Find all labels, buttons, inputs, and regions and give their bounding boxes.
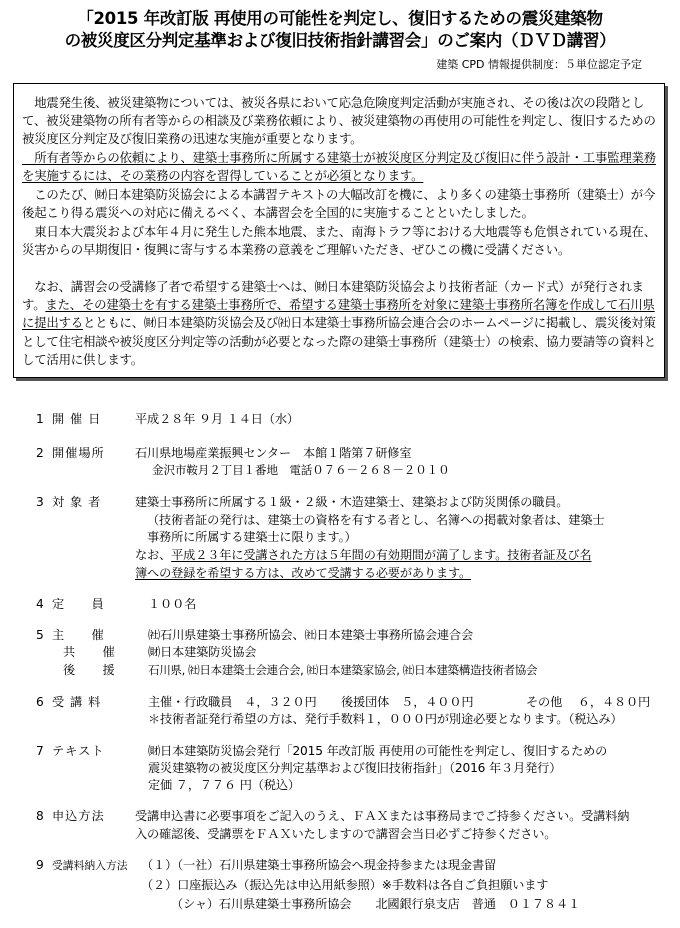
target-label: 対 象 者: [52, 495, 102, 509]
date-label: 開 催 日: [52, 412, 102, 426]
text-line-2: 震災建築物の被災度区分判定基準および復旧技術指針」（2016 年３月発行）: [148, 761, 562, 775]
item-4-number: 4: [36, 597, 44, 611]
intro-p5-a: なお、講習会の受講修了者で希望する建築士へは、㈶日本建築防災協会より技術者証（カード式）が発行されます。: [22, 279, 644, 313]
item-9-number: 9: [36, 858, 44, 872]
apply-label: 申込方法: [52, 809, 105, 823]
target-line-2: （技術者証の発行は、建築士の資格を有する者とし、名簿への掲載対象者は、建築士: [147, 513, 605, 527]
intro-paragraph-5: [22, 278, 658, 369]
capacity-label: 定 員: [52, 597, 105, 611]
intro-p5-underlined: また、その建築士を有する建築士事務所で、希望する建築士事務所を対象に建築士事務所名簿を作成して石川県に提出する: [22, 297, 655, 331]
co-organizer-label: 共 催: [63, 645, 116, 659]
target-line-5: 簿への登録を希望する方は、改めて受講する必要があります。: [135, 566, 472, 580]
payment-line-3: （シャ）石川県建築士事務所協会 北國銀行泉支店 普通 ０１７８４１: [171, 897, 581, 911]
intro-paragraph-2: 所有者等からの依頼により、建築士事務所に所属する建築士が被災度区分判定及び復旧に伴う設計・工事監理業務を実施するには、その業務の内容を習得していることが必須となります。: [22, 150, 656, 184]
fee-note: ＊技術者証発行希望の方は、発行手数料１，０００円が別途必要となります。（税込み）: [148, 712, 623, 726]
organizer-value: ㈳石川県建築士事務所協会、㈳日本建築士事務所協会連合会: [148, 628, 474, 642]
target-line-3: 事務所に所属する建築士に限ります。）: [147, 530, 357, 544]
sponsor-value: 石川県, ㈳日本建築士会連合会, ㈳日本建築家協会, ㈳日本建築構造技術者協会: [148, 663, 538, 677]
payment-line-1: （１）（一社）石川県建築士事務所協会へ現金持参または現金書留: [141, 858, 497, 872]
fee-other: その他 ６，４８０円: [526, 695, 651, 709]
venue-value: 石川県地場産業振興センター 本館１階第７研修室: [135, 446, 412, 460]
target-line-4: [135, 546, 591, 565]
payment-label: 受講料納入方法: [52, 859, 128, 872]
text-line-1: ㈶日本建築防災協会発行「2015 年改訂版 再使用の可能性を判定し、復旧するための: [148, 744, 608, 758]
apply-line-1: 受講申込書に必要事項をご記入のうえ、ＦＡＸまたは事務局までご持参ください。受講料納: [135, 809, 630, 823]
apply-line-2: 入の確認後、受講票をＦＡＸいたしますので講習会当日必ずご持参ください。: [135, 827, 557, 841]
intro-paragraph-3: このたび、㈶日本建築防災協会による本講習テキストの大幅改訂を機に、より多くの建築士事務所（建築士）が今後起こり得る震災への対応に備えるべく、本講習会を全国的に実施することといたしました。: [22, 187, 656, 221]
title-line-2: の被災度区分判定基準および復旧技術指針講習会」のご案内（ＤＶＤ講習）: [64, 31, 616, 50]
item-6-number: 6: [36, 695, 44, 709]
cpd-note: 建築 CPD 情報提供制度：５単位認定予定: [436, 58, 642, 71]
venue-address: 金沢市鞍月２丁目１番地 電話０７６－２６８－２０１０: [152, 463, 450, 477]
title-line-1: 「2015 年改訂版 再使用の可能性を判定し、復旧するための震災建築物: [77, 9, 603, 28]
item-5-number: 5: [36, 628, 44, 642]
fee-staff: 主催・行政職員 ４，３２０円: [148, 695, 317, 709]
item-7-number: 7: [36, 744, 44, 758]
fee-label: 受 講 料: [52, 695, 102, 709]
item-8-number: 8: [36, 809, 44, 823]
item-1-number: 1: [36, 412, 44, 426]
payment-line-2: （２）口座振込み（振込先は申込用紙参照）※手数料は各自ご負担願います: [141, 878, 549, 892]
target-line-4-prefix: なお、: [135, 548, 172, 562]
co-organizer-value: ㈶日本建築防災協会: [148, 645, 257, 659]
organizer-label: 主 催: [52, 628, 105, 642]
item-2-number: 2: [36, 446, 44, 460]
intro-p5-c: とともに、㈶日本建築防災協会及び㈳日本建築士事務所協会連合会のホームページに掲載し、震災後対策として住宅相談や被災度区分判定等の活動が必要となった際の建築士事務所（建築士）の検索、協力要請等の資料として活用に供します。: [22, 315, 656, 367]
target-line-4-underlined: 平成２３年に受講された方は５年間の有効期間が満了します。技術者証及び名: [171, 548, 592, 562]
fee-sponsor: 後援団体 ５，４００円: [341, 695, 474, 709]
date-value: 平成２８年 ９月 １４日（水）: [135, 412, 299, 426]
sponsor-label: 後 援: [63, 663, 116, 677]
intro-paragraph-4: 東日本大震災および本年４月に発生した熊本地震、また、南海トラフ等における大地震等も危惧されている現在、災害からの早期復旧・復興に寄与する本業務の意義をご理解いただき、ぜひこの機に受講ください。: [22, 224, 656, 258]
text-price: 定価 ７，７７６ 円（税込）: [148, 778, 300, 792]
target-line-1: 建築士事務所に所属する１級・２級・木造建築士、建築および防災関係の職員。: [135, 495, 569, 509]
item-3-number: 3: [36, 495, 44, 509]
capacity-value: １００名: [148, 597, 197, 611]
text-label: テキスト: [52, 744, 105, 758]
intro-paragraph-1: 地震発生後、被災建築物については、被災各県において応急危険度判定活動が実施され、その後は次の段階として、被災建築物の所有者等からの相談及び業務依頼により、被災建築物の再使用の可能性を判定し、復旧するための被災度区分判定及び復旧業務の迅速な実施が重要となります。: [22, 95, 656, 147]
venue-label: 開催場所: [52, 446, 105, 460]
